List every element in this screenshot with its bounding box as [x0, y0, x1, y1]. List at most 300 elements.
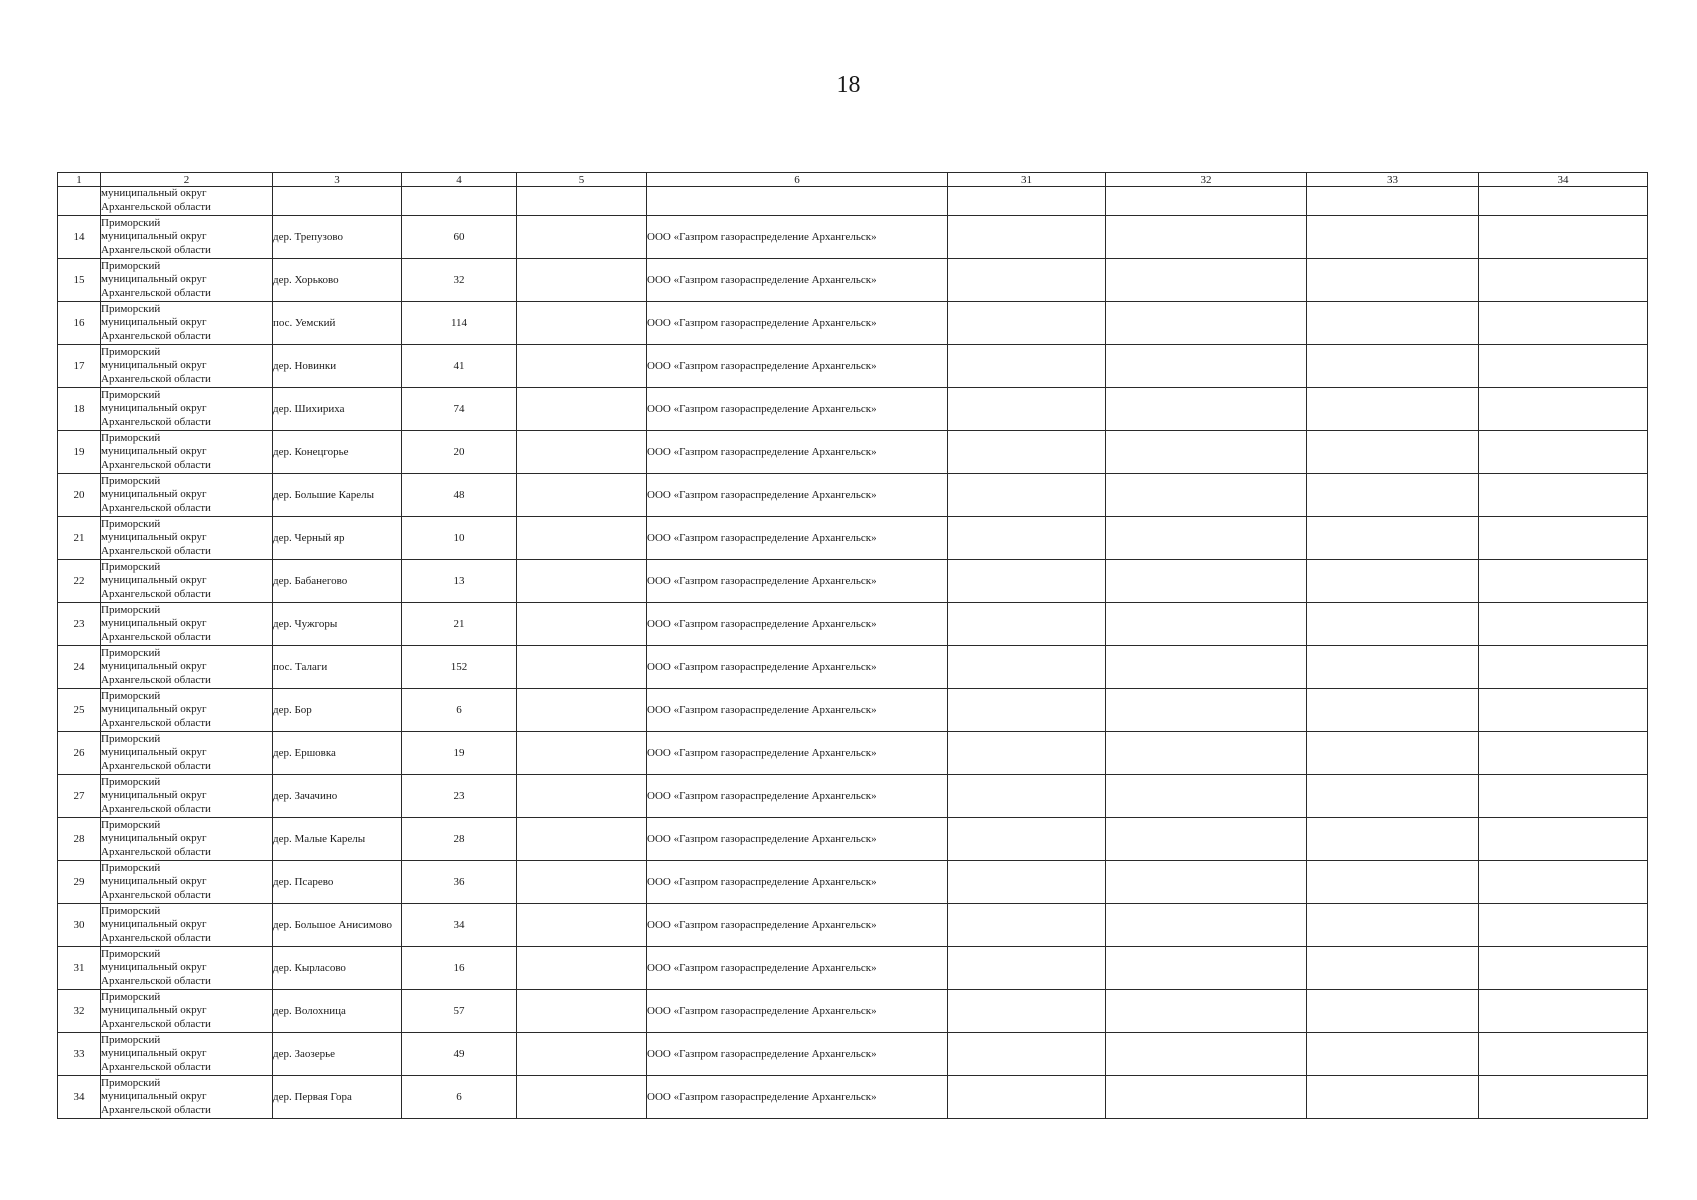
col34-cell	[1479, 259, 1648, 302]
continuation-row	[58, 187, 1648, 216]
col34-cell	[1479, 302, 1648, 345]
col5-cell	[517, 388, 647, 431]
col5-cell	[517, 259, 647, 302]
col31-cell	[948, 904, 1106, 947]
organization-cell: ООО «Газпром газораспределение Архангельск»	[647, 474, 948, 517]
col33-cell	[1307, 431, 1479, 474]
municipality-cell	[101, 560, 273, 603]
municipality-line: Архангельской области	[101, 501, 211, 514]
col32-cell	[1106, 517, 1307, 560]
count-cell: 34	[402, 904, 517, 947]
col5-cell	[517, 517, 647, 560]
municipality-line: Архангельской области	[101, 845, 211, 858]
municipality-line: Архангельской области	[101, 802, 211, 815]
col34-cell	[1479, 474, 1648, 517]
col33-cell	[1307, 689, 1479, 732]
col31-cell	[948, 689, 1106, 732]
table-row	[58, 259, 1648, 302]
row-number-cell: 21	[58, 517, 101, 560]
organization-cell: ООО «Газпром газораспределение Архангельск»	[647, 818, 948, 861]
col31-cell	[948, 388, 1106, 431]
organization-cell: ООО «Газпром газораспределение Архангельск»	[647, 990, 948, 1033]
count-cell: 32	[402, 259, 517, 302]
count-cell: 49	[402, 1033, 517, 1076]
settlement-cell: дер. Большие Карелы	[273, 474, 402, 517]
col34-cell	[1479, 187, 1648, 216]
count-cell: 10	[402, 517, 517, 560]
col32-cell	[1106, 302, 1307, 345]
col31-cell	[948, 861, 1106, 904]
col33-cell	[1307, 187, 1479, 216]
col5-cell	[517, 646, 647, 689]
settlement-cell: дер. Новинки	[273, 345, 402, 388]
column-header: 5	[517, 173, 647, 187]
col5-cell	[517, 732, 647, 775]
table-row	[58, 947, 1648, 990]
table-row	[58, 216, 1648, 259]
row-number-cell: 29	[58, 861, 101, 904]
table-row	[58, 775, 1648, 818]
col34-cell	[1479, 732, 1648, 775]
col34-cell	[1479, 775, 1648, 818]
municipality-line: муниципальный округ	[101, 832, 207, 845]
row-number-cell: 33	[58, 1033, 101, 1076]
col33-cell	[1307, 216, 1479, 259]
settlement-cell: дер. Первая Гора	[273, 1076, 402, 1119]
col33-cell	[1307, 474, 1479, 517]
organization-cell: ООО «Газпром газораспределение Архангельск»	[647, 388, 948, 431]
row-number-cell: 27	[58, 775, 101, 818]
municipality-cell	[101, 517, 273, 560]
col31-cell	[948, 947, 1106, 990]
table-row	[58, 904, 1648, 947]
municipality-cell	[101, 818, 273, 861]
col5-cell	[517, 431, 647, 474]
col5-cell	[517, 818, 647, 861]
column-header: 2	[101, 173, 273, 187]
settlement-cell: дер. Трепузово	[273, 216, 402, 259]
count-cell: 16	[402, 947, 517, 990]
page-number: 18	[836, 72, 861, 98]
table-row	[58, 517, 1648, 560]
municipality-line: Приморский	[101, 904, 161, 917]
row-number-cell: 30	[58, 904, 101, 947]
municipality-line: Архангельской области	[101, 587, 211, 600]
col34-cell	[1479, 345, 1648, 388]
col32-cell	[1106, 818, 1307, 861]
table-row	[58, 1033, 1648, 1076]
col31-cell	[948, 259, 1106, 302]
municipality-line: муниципальный округ	[101, 574, 207, 587]
municipality-line: Архангельской области	[101, 759, 211, 772]
count-cell: 19	[402, 732, 517, 775]
column-header: 33	[1307, 173, 1479, 187]
table-row	[58, 1076, 1648, 1119]
municipality-line: Архангельской области	[101, 974, 211, 987]
count-cell: 57	[402, 990, 517, 1033]
col5-cell	[517, 302, 647, 345]
row-number-cell: 16	[58, 302, 101, 345]
table-row	[58, 689, 1648, 732]
municipality-line: муниципальный округ	[101, 918, 207, 931]
municipality-line: Архангельской области	[101, 458, 211, 471]
col31-cell	[948, 1076, 1106, 1119]
col33-cell	[1307, 861, 1479, 904]
col33-cell	[1307, 517, 1479, 560]
settlement-cell: дер. Псарево	[273, 861, 402, 904]
col34-cell	[1479, 689, 1648, 732]
count-cell	[402, 187, 517, 216]
municipality-line: Приморский	[101, 560, 161, 573]
municipality-line: муниципальный округ	[101, 1090, 207, 1103]
row-number-cell	[58, 187, 101, 216]
municipality-line: Приморский	[101, 474, 161, 487]
col33-cell	[1307, 259, 1479, 302]
count-cell: 36	[402, 861, 517, 904]
organization-cell: ООО «Газпром газораспределение Архангельск»	[647, 345, 948, 388]
municipality-line: Приморский	[101, 732, 161, 745]
row-number-cell: 20	[58, 474, 101, 517]
organization-cell: ООО «Газпром газораспределение Архангельск»	[647, 560, 948, 603]
table-row	[58, 388, 1648, 431]
col34-cell	[1479, 216, 1648, 259]
col34-cell	[1479, 560, 1648, 603]
table-row	[58, 302, 1648, 345]
col5-cell	[517, 689, 647, 732]
organization-cell	[647, 187, 948, 216]
settlement-cell: дер. Хорьково	[273, 259, 402, 302]
col32-cell	[1106, 990, 1307, 1033]
organization-cell: ООО «Газпром газораспределение Архангельск»	[647, 904, 948, 947]
municipality-line: Приморский	[101, 775, 161, 788]
column-header: 6	[647, 173, 948, 187]
municipality-cell	[101, 603, 273, 646]
col31-cell	[948, 818, 1106, 861]
organization-cell: ООО «Газпром газораспределение Архангельск»	[647, 646, 948, 689]
municipality-line: Архангельской области	[101, 1060, 211, 1073]
col5-cell	[517, 861, 647, 904]
col34-cell	[1479, 861, 1648, 904]
col31-cell	[948, 775, 1106, 818]
municipality-line: муниципальный округ	[101, 1047, 207, 1060]
organization-cell: ООО «Газпром газораспределение Архангельск»	[647, 302, 948, 345]
count-cell: 152	[402, 646, 517, 689]
municipality-line: муниципальный округ	[101, 789, 207, 802]
municipality-line: Приморский	[101, 990, 161, 1003]
municipality-line: муниципальный округ	[101, 703, 207, 716]
col31-cell	[948, 646, 1106, 689]
col34-cell	[1479, 517, 1648, 560]
municipality-cell	[101, 990, 273, 1033]
col5-cell	[517, 474, 647, 517]
col31-cell	[948, 474, 1106, 517]
col31-cell	[948, 1033, 1106, 1076]
column-header: 3	[273, 173, 402, 187]
municipality-line: Приморский	[101, 388, 161, 401]
row-number-cell: 17	[58, 345, 101, 388]
settlement-cell: дер. Большое Анисимово	[273, 904, 402, 947]
municipality-cell	[101, 861, 273, 904]
municipality-line: Архангельской области	[101, 415, 211, 428]
column-header: 32	[1106, 173, 1307, 187]
municipality-line: Архангельской области	[101, 673, 211, 686]
col33-cell	[1307, 732, 1479, 775]
municipality-line: Архангельской области	[101, 544, 211, 557]
municipality-line: муниципальный округ	[101, 746, 207, 759]
col5-cell	[517, 603, 647, 646]
settlement-cell: пос. Уемский	[273, 302, 402, 345]
table-row	[58, 861, 1648, 904]
col32-cell	[1106, 187, 1307, 216]
organization-cell: ООО «Газпром газораспределение Архангельск»	[647, 216, 948, 259]
col32-cell	[1106, 1033, 1307, 1076]
column-header: 31	[948, 173, 1106, 187]
municipality-line: Приморский	[101, 646, 161, 659]
municipality-line: Архангельской области	[101, 931, 211, 944]
municipality-cell	[101, 259, 273, 302]
col34-cell	[1479, 388, 1648, 431]
col32-cell	[1106, 732, 1307, 775]
row-number-cell: 19	[58, 431, 101, 474]
municipality-cell	[101, 302, 273, 345]
municipality-line: муниципальный округ	[101, 875, 207, 888]
col5-cell	[517, 990, 647, 1033]
municipality-cell	[101, 1076, 273, 1119]
table-row	[58, 603, 1648, 646]
col5-cell	[517, 775, 647, 818]
settlement-cell: дер. Конецгорье	[273, 431, 402, 474]
col33-cell	[1307, 990, 1479, 1033]
count-cell: 21	[402, 603, 517, 646]
row-number-cell: 14	[58, 216, 101, 259]
col32-cell	[1106, 947, 1307, 990]
col32-cell	[1106, 560, 1307, 603]
column-number-row	[58, 173, 1648, 187]
organization-cell: ООО «Газпром газораспределение Архангельск»	[647, 1076, 948, 1119]
municipality-line: Архангельской области	[101, 243, 211, 256]
municipality-cell	[101, 1033, 273, 1076]
col5-cell	[517, 1076, 647, 1119]
municipality-line: Приморский	[101, 689, 161, 702]
col31-cell	[948, 560, 1106, 603]
organization-cell: ООО «Газпром газораспределение Архангельск»	[647, 861, 948, 904]
col34-cell	[1479, 904, 1648, 947]
settlements-table	[57, 172, 1648, 1119]
municipality-cell	[101, 345, 273, 388]
col32-cell	[1106, 216, 1307, 259]
municipality-line: Архангельской области	[101, 1103, 211, 1116]
municipality-cell	[101, 388, 273, 431]
count-cell: 28	[402, 818, 517, 861]
organization-cell: ООО «Газпром газораспределение Архангельск»	[647, 603, 948, 646]
col33-cell	[1307, 904, 1479, 947]
table-row	[58, 818, 1648, 861]
col32-cell	[1106, 345, 1307, 388]
col32-cell	[1106, 904, 1307, 947]
col33-cell	[1307, 302, 1479, 345]
municipality-line: муниципальный округ	[101, 1004, 207, 1017]
col5-cell	[517, 560, 647, 603]
count-cell: 74	[402, 388, 517, 431]
table-row	[58, 990, 1648, 1033]
municipality-cell	[101, 474, 273, 517]
col33-cell	[1307, 345, 1479, 388]
row-number-cell: 23	[58, 603, 101, 646]
col32-cell	[1106, 1076, 1307, 1119]
col32-cell	[1106, 259, 1307, 302]
settlement-cell: дер. Зачачино	[273, 775, 402, 818]
row-number-cell: 26	[58, 732, 101, 775]
municipality-line: Приморский	[101, 1033, 161, 1046]
settlement-cell: дер. Ершовка	[273, 732, 402, 775]
settlement-cell: дер. Чужгоры	[273, 603, 402, 646]
row-number-cell: 25	[58, 689, 101, 732]
count-cell: 6	[402, 689, 517, 732]
col31-cell	[948, 517, 1106, 560]
col34-cell	[1479, 818, 1648, 861]
organization-cell: ООО «Газпром газораспределение Архангельск»	[647, 732, 948, 775]
table-row	[58, 732, 1648, 775]
settlement-cell: дер. Кырласово	[273, 947, 402, 990]
municipality-cell	[101, 646, 273, 689]
municipality-line: Приморский	[101, 947, 161, 960]
col32-cell	[1106, 474, 1307, 517]
col33-cell	[1307, 560, 1479, 603]
col34-cell	[1479, 1033, 1648, 1076]
municipality-line: Приморский	[101, 345, 161, 358]
count-cell: 20	[402, 431, 517, 474]
municipality-line: муниципальный округ	[101, 488, 207, 501]
municipality-line: Архангельской области	[101, 200, 211, 213]
col5-cell	[517, 187, 647, 216]
municipality-line: Архангельской области	[101, 888, 211, 901]
organization-cell: ООО «Газпром газораспределение Архангельск»	[647, 947, 948, 990]
municipality-cell	[101, 775, 273, 818]
row-number-cell: 18	[58, 388, 101, 431]
col5-cell	[517, 947, 647, 990]
municipality-cell	[101, 689, 273, 732]
row-number-cell: 28	[58, 818, 101, 861]
municipality-line: муниципальный округ	[101, 961, 207, 974]
settlement-cell: дер. Малые Карелы	[273, 818, 402, 861]
column-header: 1	[58, 173, 101, 187]
municipality-line: муниципальный округ	[101, 230, 207, 243]
count-cell: 23	[402, 775, 517, 818]
settlement-cell: дер. Бабанегово	[273, 560, 402, 603]
col33-cell	[1307, 775, 1479, 818]
municipality-line: муниципальный округ	[101, 402, 207, 415]
table-row	[58, 345, 1648, 388]
municipality-cell	[101, 732, 273, 775]
col34-cell	[1479, 947, 1648, 990]
col5-cell	[517, 904, 647, 947]
col31-cell	[948, 732, 1106, 775]
row-number-cell: 31	[58, 947, 101, 990]
settlement-cell	[273, 187, 402, 216]
municipality-cell	[101, 187, 273, 216]
col34-cell	[1479, 990, 1648, 1033]
row-number-cell: 22	[58, 560, 101, 603]
municipality-line: муниципальный округ	[101, 445, 207, 458]
municipality-line: Приморский	[101, 259, 161, 272]
municipality-line: Приморский	[101, 861, 161, 874]
col5-cell	[517, 1033, 647, 1076]
municipality-cell	[101, 216, 273, 259]
row-number-cell: 15	[58, 259, 101, 302]
col34-cell	[1479, 1076, 1648, 1119]
column-header: 4	[402, 173, 517, 187]
municipality-line: Архангельской области	[101, 1017, 211, 1030]
col32-cell	[1106, 689, 1307, 732]
col5-cell	[517, 216, 647, 259]
count-cell: 41	[402, 345, 517, 388]
col31-cell	[948, 603, 1106, 646]
municipality-line: Приморский	[101, 302, 161, 315]
municipality-line: Приморский	[101, 431, 161, 444]
organization-cell: ООО «Газпром газораспределение Архангельск»	[647, 775, 948, 818]
municipality-line: Приморский	[101, 818, 161, 831]
municipality-line: муниципальный округ	[101, 316, 207, 329]
settlement-cell: дер. Шихириха	[273, 388, 402, 431]
municipality-line: Архангельской области	[101, 329, 211, 342]
settlement-cell: пос. Талаги	[273, 646, 402, 689]
col31-cell	[948, 302, 1106, 345]
col31-cell	[948, 216, 1106, 259]
organization-cell: ООО «Газпром газораспределение Архангельск»	[647, 431, 948, 474]
settlement-cell: дер. Заозерье	[273, 1033, 402, 1076]
col33-cell	[1307, 388, 1479, 431]
municipality-line: муниципальный округ	[101, 617, 207, 630]
municipality-line: Архангельской области	[101, 286, 211, 299]
count-cell: 6	[402, 1076, 517, 1119]
municipality-line: муниципальный округ	[101, 359, 207, 372]
table-row	[58, 646, 1648, 689]
col32-cell	[1106, 603, 1307, 646]
municipality-cell	[101, 431, 273, 474]
col33-cell	[1307, 947, 1479, 990]
col33-cell	[1307, 818, 1479, 861]
row-number-cell: 34	[58, 1076, 101, 1119]
row-number-cell: 24	[58, 646, 101, 689]
col33-cell	[1307, 646, 1479, 689]
municipality-line: Архангельской области	[101, 372, 211, 385]
municipality-line: муниципальный округ	[101, 660, 207, 673]
organization-cell: ООО «Газпром газораспределение Архангельск»	[647, 517, 948, 560]
col32-cell	[1106, 388, 1307, 431]
municipality-line: муниципальный округ	[101, 187, 207, 199]
settlement-cell: дер. Волохница	[273, 990, 402, 1033]
col33-cell	[1307, 603, 1479, 646]
municipality-line: муниципальный округ	[101, 273, 207, 286]
organization-cell: ООО «Газпром газораспределение Архангельск»	[647, 689, 948, 732]
col31-cell	[948, 431, 1106, 474]
table-row	[58, 560, 1648, 603]
col31-cell	[948, 990, 1106, 1033]
col32-cell	[1106, 775, 1307, 818]
organization-cell: ООО «Газпром газораспределение Архангельск»	[647, 259, 948, 302]
municipality-cell	[101, 947, 273, 990]
col34-cell	[1479, 646, 1648, 689]
col31-cell	[948, 345, 1106, 388]
col31-cell	[948, 187, 1106, 216]
municipality-line: Архангельской области	[101, 630, 211, 643]
count-cell: 13	[402, 560, 517, 603]
municipality-cell	[101, 904, 273, 947]
col34-cell	[1479, 603, 1648, 646]
municipality-line: Архангельской области	[101, 716, 211, 729]
municipality-line: Приморский	[101, 1076, 161, 1089]
organization-cell: ООО «Газпром газораспределение Архангельск»	[647, 1033, 948, 1076]
